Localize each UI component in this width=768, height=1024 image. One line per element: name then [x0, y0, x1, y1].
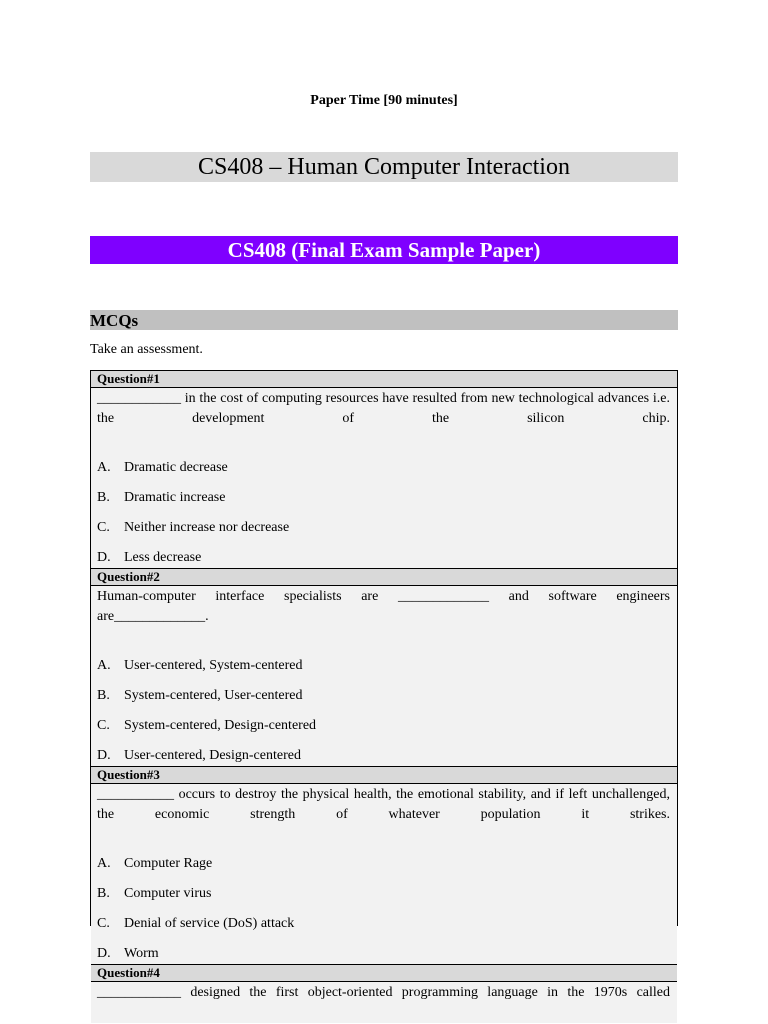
option-text: Neither increase nor decrease — [124, 520, 290, 535]
paper-time: Paper Time [90 minutes] — [310, 93, 458, 108]
answer-option — [97, 686, 670, 716]
option-text: Dramatic increase — [124, 490, 226, 505]
answer-option — [97, 458, 670, 488]
option-letter: D. — [97, 946, 111, 961]
answer-option — [97, 884, 670, 914]
questions-table — [90, 370, 678, 1000]
answer-option — [97, 488, 670, 518]
option-text: User-centered, Design-centered — [124, 748, 301, 763]
option-text: Dramatic decrease — [124, 460, 228, 475]
question-body — [91, 586, 677, 766]
answer-option — [97, 518, 670, 548]
option-text: System-centered, Design-centered — [124, 718, 317, 733]
question-label: Question#3 — [91, 766, 677, 784]
option-text: User-centered, System-centered — [124, 658, 303, 673]
question-label: Question#4 — [91, 964, 677, 982]
answer-option — [97, 716, 670, 746]
question-body — [91, 388, 677, 568]
course-title: CS408 – Human Computer Interaction — [90, 152, 678, 182]
option-text: Denial of service (DoS) attack — [124, 916, 295, 931]
question-text: ___________ occurs to destroy the physical health, the emotional stability, and if left unchallenged, the economic strength of whatever population it strikes. — [97, 787, 670, 822]
question-label: Question#2 — [91, 568, 677, 586]
question-text: ____________ designed the first object-oriented programming language in the 1970s called — [97, 985, 670, 1000]
instruction-text: Take an assessment. — [90, 342, 203, 357]
answer-option — [97, 914, 670, 944]
option-text: Less decrease — [124, 550, 202, 565]
question-text: ____________ in the cost of computing resources have resulted from new technological advances i.e. the development of the silicon chip. — [97, 391, 670, 426]
option-text: System-centered, User-centered — [124, 688, 303, 703]
question-text: Human-computer interface specialists are _____________ and software engineers are_____________. — [97, 589, 670, 624]
option-letter: B. — [97, 886, 110, 901]
option-letter: B. — [97, 490, 110, 505]
answer-option — [97, 944, 670, 964]
exam-title-banner: CS408 (Final Exam Sample Paper) — [90, 236, 678, 264]
option-text: Worm — [124, 946, 159, 961]
question-body — [91, 982, 677, 1023]
section-heading: MCQs — [90, 310, 678, 330]
option-letter: A. — [97, 460, 111, 475]
question-body — [91, 784, 677, 964]
answer-option — [97, 656, 670, 686]
option-letter: C. — [97, 718, 110, 733]
option-letter: C. — [97, 520, 110, 535]
answer-option — [97, 548, 670, 568]
option-letter: D. — [97, 550, 111, 565]
option-letter: B. — [97, 688, 110, 703]
option-letter: D. — [97, 748, 111, 763]
option-letter: C. — [97, 916, 110, 931]
option-text: Computer Rage — [124, 856, 213, 871]
answer-option — [97, 746, 670, 766]
question-label: Question#1 — [91, 370, 677, 388]
option-text: Computer virus — [124, 886, 212, 901]
answer-option — [97, 854, 670, 884]
option-letter: A. — [97, 658, 111, 673]
option-letter: A. — [97, 856, 111, 871]
